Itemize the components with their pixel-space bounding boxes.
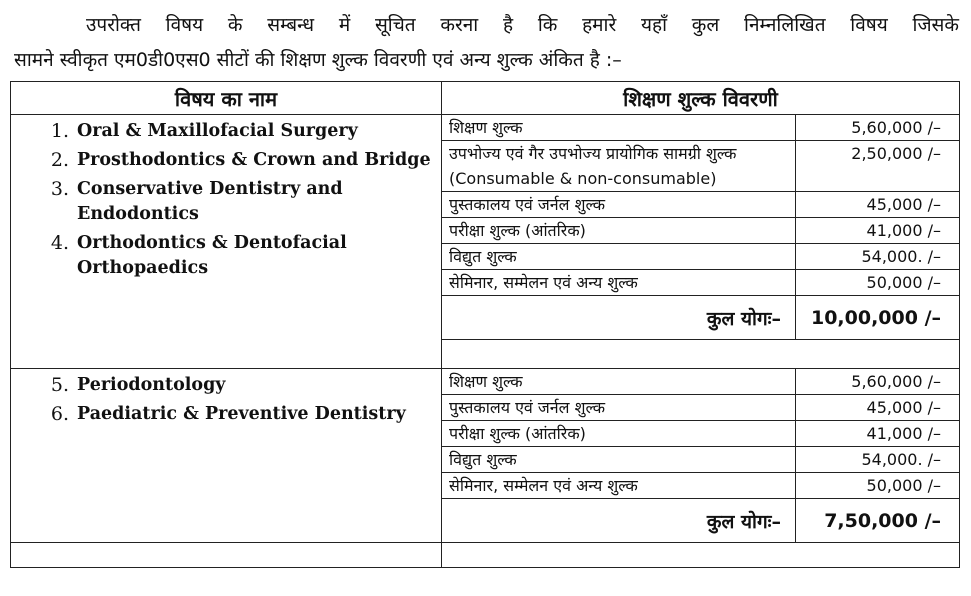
spacer-cell	[442, 543, 960, 568]
fee-amount: 50,000 /–	[796, 270, 960, 296]
list-item: 1. Oral & Maxillofacial Surgery	[11, 119, 441, 144]
fee-amount: 41,000 /–	[796, 421, 960, 447]
subject-name: Prosthodontics & Crown and Bridge	[77, 150, 431, 170]
spacer-cell	[442, 340, 960, 367]
list-item: 2. Prosthodontics & Crown and Bridge	[11, 148, 441, 173]
list-item: 5. Periodontology	[11, 373, 441, 398]
fee-name: सेमिनार, सम्मेलन एवं अन्य शुल्क	[442, 473, 796, 499]
subject-name: Conservative Dentistry and Endodontics	[77, 179, 343, 224]
table-header-row	[11, 82, 960, 115]
fee-name: उपभोज्य एवं गैर उपभोज्य प्रायोगिक सामग्री शुल्क (Consumable & non-consumable)	[442, 141, 796, 192]
subject-name: Oral & Maxillofacial Surgery	[77, 121, 358, 141]
subject-list-1	[11, 115, 441, 281]
fee-amount: 54,000. /–	[796, 447, 960, 473]
fee-amount: 50,000 /–	[796, 473, 960, 499]
table-row	[11, 115, 960, 141]
table-row	[11, 369, 960, 395]
total-amount: 7,50,000 /–	[796, 499, 960, 543]
intro-paragraph	[14, 8, 959, 78]
subject-name: Periodontology	[77, 375, 226, 395]
fee-name: पुस्तकालय एवं जर्नल शुल्क	[442, 192, 796, 218]
intro-line-2: सामने स्वीकृत एम0डी0एस0 सीटों की शिक्षण शुल्क विवरणी एवं अन्य शुल्क अंकित है :–	[14, 49, 622, 71]
fee-name: शिक्षण शुल्क	[442, 115, 796, 141]
header-fees: शिक्षण शुल्क विवरणी	[442, 82, 960, 115]
list-item: 4. Orthodontics & Dentofacial Orthopaedics	[11, 231, 441, 281]
fee-amount: 45,000 /–	[796, 395, 960, 421]
subject-name: Orthodontics & Dentofacial Orthopaedics	[77, 233, 347, 278]
header-subject: विषय का नाम	[11, 82, 442, 115]
total-label: कुल योगः–	[442, 499, 796, 543]
fee-table	[10, 81, 960, 568]
fee-name: परीक्षा शुल्क (आंतरिक)	[442, 421, 796, 447]
fee-name: विद्युत शुल्क	[442, 447, 796, 473]
list-item: 6. Paediatric & Preventive Dentistry	[11, 402, 441, 427]
subject-name: Paediatric & Preventive Dentistry	[77, 404, 406, 424]
fee-amount: 2,50,000 /–	[796, 141, 960, 192]
fee-amount: 5,60,000 /–	[796, 369, 960, 395]
spacer-cell	[11, 543, 442, 568]
total-label: कुल योगः–	[442, 296, 796, 340]
subject-list-cell-2	[11, 369, 442, 543]
fee-name: विद्युत शुल्क	[442, 244, 796, 270]
total-amount: 10,00,000 /–	[796, 296, 960, 340]
spacer-row	[11, 543, 960, 568]
fee-amount: 41,000 /–	[796, 218, 960, 244]
fee-name: परीक्षा शुल्क (आंतरिक)	[442, 218, 796, 244]
intro-line-1: उपरोक्त विषय के सम्बन्ध में सूचित करना है कि हमारे यहाँ कुल निम्नलिखित विषय जिसके	[86, 14, 959, 36]
fee-amount: 5,60,000 /–	[796, 115, 960, 141]
fee-name: सेमिनार, सम्मेलन एवं अन्य शुल्क	[442, 270, 796, 296]
list-item: 3. Conservative Dentistry and Endodontics	[11, 177, 441, 227]
fee-name: शिक्षण शुल्क	[442, 369, 796, 395]
subject-list-cell-1	[11, 115, 442, 369]
fee-name: पुस्तकालय एवं जर्नल शुल्क	[442, 395, 796, 421]
subject-list-2	[11, 369, 441, 427]
fee-amount: 54,000. /–	[796, 244, 960, 270]
fee-amount: 45,000 /–	[796, 192, 960, 218]
